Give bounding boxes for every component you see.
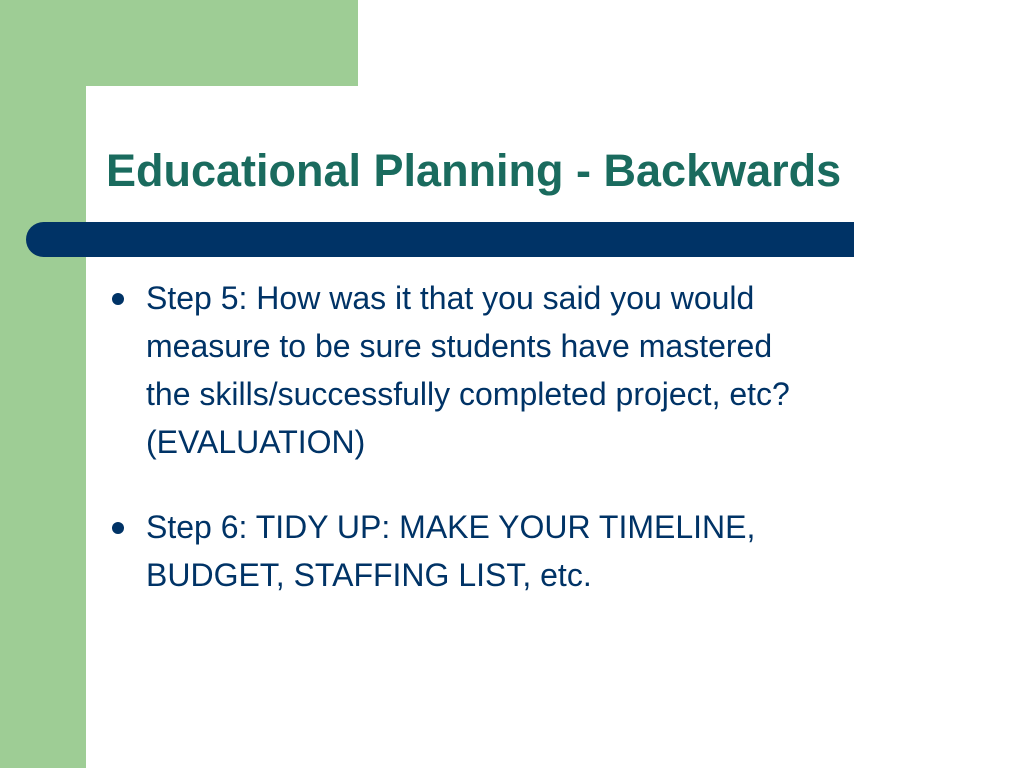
bullet-text-line: measure to be sure students have mastered: [146, 328, 773, 364]
bullet-dot-icon: [112, 522, 124, 534]
title-underline-bar: [26, 222, 854, 257]
bullet-text-line: (EVALUATION): [146, 424, 366, 460]
green-left-band: [0, 0, 86, 768]
bullet-text-line: Step 6: TIDY UP: MAKE YOUR TIMELINE,: [146, 509, 756, 545]
bullet-item-step-6: [106, 503, 986, 599]
bullet-text-line: BUDGET, STAFFING LIST, etc.: [146, 557, 592, 593]
bullet-item-step-5: [106, 274, 986, 466]
green-top-band: [0, 0, 358, 86]
bullet-list: [106, 274, 986, 636]
slide-title: Educational Planning - Backwards: [106, 145, 842, 196]
bullet-text-line: the skills/successfully completed project, etc?: [146, 376, 790, 412]
bullet-dot-icon: [112, 293, 124, 305]
bullet-text-line: Step 5: How was it that you said you would: [146, 280, 755, 316]
